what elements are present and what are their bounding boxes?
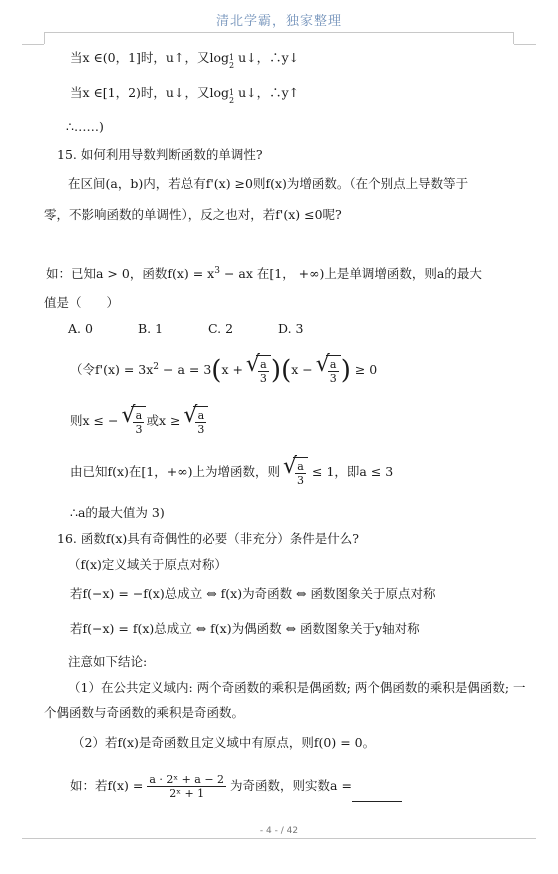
option-a: A. 0 [68,321,93,336]
solution-line: （令$f'(x) = 3x^2 - a = 3(x$ + √ $\frac{a}{3}$ )(x − √ $\frac{a}{3}$ ) ≥ 0 [70,352,377,386]
text-line [70,50,299,70]
text-span: u↓，∴y↓ [238,50,300,65]
text-line [70,85,299,105]
answer-blank[interactable] [352,789,402,802]
text-line: 值是（ ） [44,295,120,310]
text-line: 若f(−x) = f(x)总成立 ⇔ f(x)为偶函数 ⇔ 函数图象关于y轴对称 [70,621,420,636]
text-line: ∴……) [66,119,104,134]
text-line: 个偶函数与奇函数的乘积是奇函数。 [44,705,245,720]
option-b: B. 1 [138,321,164,336]
text-line: 若f(−x) = −f(x)总成立 ⇔ f(x)为奇函数 ⇔ 函数图象关于原点对称 [70,586,436,601]
text-span: u↓，∴y↑ [238,85,300,100]
fraction: $\frac{\text{a · 2ˣ + a − 2}}{\text{2ˣ + 1}}$ [149,773,225,800]
corner-mark [40,32,45,44]
question-16-heading: 16. 函数f(x)具有奇偶性的必要（非充分）条件是什么? [57,531,359,546]
text-line: （1）在公共定义域内: 两个奇函数的乘积是偶函数; 两个偶函数的乘积是偶函数; 一 [68,680,526,695]
text-line: 零，不影响函数的单调性），反之也对，若f'(x) ≤0呢? [44,207,342,222]
question-15-heading: 15. 如何利用导数判断函数的单调性? [57,147,263,162]
page-number: - 4 - / 42 [259,826,299,836]
example-line: 如：若f(x) = $\frac{\text{a · 2ˣ + a − 2}}{\text{2ˣ + 1}}$ 为奇函数，则实数a = [70,770,402,802]
option-d: D. 3 [278,321,304,336]
solution-line: 则x ≤ − √ $\frac{a}{3}$ 或x ≥ √ $\frac{a}{3}$ [70,406,208,437]
text-span: 当x ∈(0，1]时，u↑，又log [70,50,229,65]
footer-rule [44,838,514,839]
log-base: 1 2 [229,88,235,105]
option-c: C. 2 [208,321,234,336]
text-span: 当x ∈[1，2)时，u↓，又log [70,85,229,100]
text-line: （2）若f(x)是奇函数且定义域中有原点，则f(0) = 0。 [72,735,376,750]
text-line: 注意如下结论: [68,654,148,669]
text-line: （f(x)定义域关于原点对称） [68,557,227,572]
log-base: 1 2 [229,53,235,70]
example-line: 如：已知a > 0，函数$f(x) = x^3$ − ax 在[1， +∞)上是单调增函数，则a的最大 [46,266,482,282]
page-header-title: 清北学霸，独家整理 [215,14,342,29]
text-line: 在区间(a，b)内，若总有f'(x) ≥0则f(x)为增函数。（在个别点上导数等于 [68,176,469,191]
header-rule [44,32,514,33]
solution-line: ∴a的最大值为 3) [70,505,165,520]
corner-mark [513,32,518,44]
solution-line: 由已知f(x)在[1，+∞)上为增函数，则 √ $\frac{a}{3}$ ≤ 1，即a ≤ 3 [70,457,393,488]
